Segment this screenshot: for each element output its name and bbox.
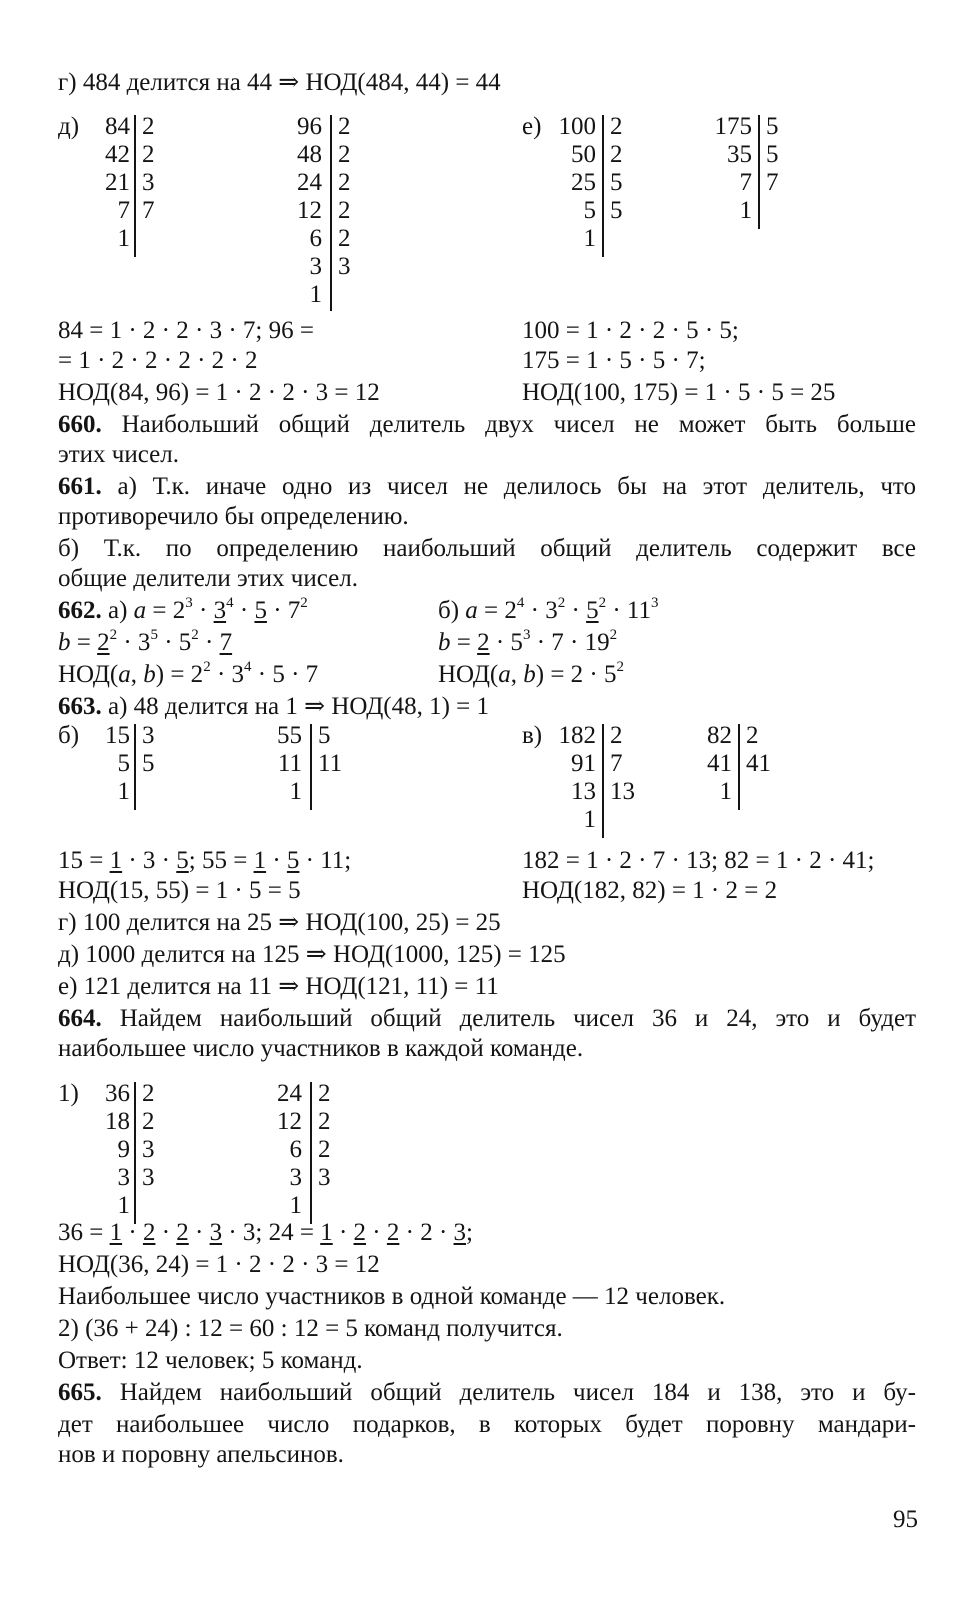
factor-value: 3 <box>117 1164 130 1191</box>
factor-value: 100 <box>558 113 596 140</box>
label-e: е) <box>522 113 542 140</box>
result-d-3: НОД(84, 96) = 1 · 2 · 2 · 3 = 12 <box>58 379 380 406</box>
factor-value: 2 <box>318 1108 331 1135</box>
factor-value: 3 <box>318 1164 331 1191</box>
result-e-1: 100 = 1 · 2 · 2 · 5 · 5; <box>522 317 739 344</box>
p664-line1: 664. Найдем наибольший общий делитель чисел 36 и 24, это и будет <box>58 1005 916 1032</box>
factor-value: 50 <box>571 141 596 168</box>
factor-value: 2 <box>142 141 155 168</box>
factor-82-left <box>680 722 732 806</box>
factor-value: 84 <box>105 113 130 140</box>
factor-bar <box>330 115 332 311</box>
factor-96 <box>270 113 380 313</box>
factor-value: 1 <box>719 778 732 805</box>
factor-value: 5 <box>610 197 623 224</box>
factor-value: 55 <box>277 722 302 749</box>
result-p-1: 36 = 1 · 2 · 2 · 3 · 3; 24 = 1 · 2 · 2 · 2 · 3; <box>58 1219 473 1246</box>
factor-bar <box>310 1082 312 1224</box>
factor-value: 2 <box>610 113 623 140</box>
p662-b-line2: $b = 2 \cdot 5^3 \cdot 7 \cdot 19^2$ <box>438 626 618 656</box>
factor-bar <box>602 724 604 838</box>
factor-84 <box>58 113 178 313</box>
result-e-3: НОД(100, 175) = 1 · 5 · 5 = 25 <box>522 379 836 406</box>
p661-line4: общие делители этих чисел. <box>58 565 358 592</box>
p662-b-line3: НОД(a, $b) = 2 \cdot 5^2$ <box>438 658 624 688</box>
factor-value: 9 <box>117 1136 130 1163</box>
factor-100 <box>522 113 642 263</box>
line-e-121: е) 121 делится на 11 ⇒ НОД(121, 11) = 11 <box>58 973 499 1000</box>
factor-96-left <box>270 113 322 309</box>
factor-value: 3 <box>142 722 155 749</box>
factor-value: 5 <box>766 113 779 140</box>
factor-value: 7 <box>739 169 752 196</box>
result-d-1: 84 = 1 · 2 · 2 · 3 · 7; 96 = <box>58 317 314 344</box>
factor-value: 15 <box>105 722 130 749</box>
factor-value: 3 <box>289 1164 302 1191</box>
p664-line2: наибольшее число участников в каждой команде. <box>58 1035 584 1062</box>
factor-value: 2 <box>338 169 351 196</box>
factor-value: 21 <box>105 169 130 196</box>
factor-value: 3 <box>309 253 322 280</box>
factor-24-right <box>318 1080 331 1192</box>
factor-100-right <box>610 113 623 225</box>
label-1: 1) <box>58 1080 79 1107</box>
result-p-2: НОД(36, 24) = 1 · 2 · 2 · 3 = 12 <box>58 1251 380 1278</box>
page-number: 95 <box>893 1506 918 1533</box>
label-b: б) <box>58 722 80 749</box>
line-d-1000: д) 1000 делится на 125 ⇒ НОД(1000, 125) = 125 <box>58 941 566 968</box>
factor-value: 1 <box>117 1192 130 1219</box>
factor-value: 6 <box>289 1136 302 1163</box>
factor-value: 3 <box>142 169 155 196</box>
factor-value: 13 <box>610 778 635 805</box>
factor-value: 7 <box>766 169 779 196</box>
p660-line1: 660. Наибольший общий делитель двух чисел не может быть больше <box>58 411 916 438</box>
factor-value: 11 <box>318 750 343 777</box>
factor-bar <box>134 115 136 257</box>
factor-bar <box>758 115 760 229</box>
factor-value: 1 <box>289 778 302 805</box>
factor-36-right <box>142 1080 155 1192</box>
line-g-484: г) 484 делится на 44 ⇒ НОД(484, 44) = 44 <box>58 69 501 96</box>
label-v: в) <box>522 722 543 749</box>
p664-answer: Ответ: 12 человек; 5 команд. <box>58 1347 363 1374</box>
p662-a-line1: 662. а) $a = 2^3 \cdot 3^4 \cdot 5 \cdot 7^2$ <box>58 594 308 624</box>
factor-15-left <box>78 722 130 806</box>
factor-value: 1 <box>739 197 752 224</box>
factor-value: 1 <box>583 225 596 252</box>
factor-175-left <box>700 113 752 225</box>
factor-value: 35 <box>727 141 752 168</box>
factor-175-right <box>766 113 779 197</box>
p660-line2: этих чисел. <box>58 441 179 468</box>
factor-value: 2 <box>338 225 351 252</box>
factor-value: 6 <box>309 225 322 252</box>
p662-b-line1: б) $a = 2^4 \cdot 3^2 \cdot 5^2 \cdot 11^3$ <box>438 594 659 624</box>
line-g-100: г) 100 делится на 25 ⇒ НОД(100, 25) = 25 <box>58 909 501 936</box>
factor-55-right <box>318 722 342 778</box>
factor-value: 13 <box>571 778 596 805</box>
factor-bar <box>310 724 312 810</box>
factor-value: 5 <box>583 197 596 224</box>
result-v-2: НОД(182, 82) = 1 · 2 = 2 <box>522 877 778 904</box>
factor-value: 12 <box>277 1108 302 1135</box>
factor-value: 2 <box>610 722 623 749</box>
factor-bar <box>134 724 136 810</box>
factor-value: 48 <box>297 141 322 168</box>
p664-s1: Наибольшее число участников в одной команде — 12 человек. <box>58 1283 726 1310</box>
factor-82 <box>680 722 790 812</box>
factor-value: 2 <box>318 1136 331 1163</box>
p665-line2: дет наибольшее число подарков, в которых будет поровну мандари- <box>58 1411 916 1438</box>
factor-value: 7 <box>610 750 623 777</box>
result-e-2: 175 = 1 · 5 · 5 · 7; <box>522 347 706 374</box>
factor-bar <box>602 115 604 257</box>
factor-175 <box>700 113 800 233</box>
factor-value: 41 <box>746 750 771 777</box>
factor-value: 36 <box>105 1080 130 1107</box>
factor-value: 2 <box>142 1108 155 1135</box>
factor-value: 1 <box>309 281 322 308</box>
p664-s2: 2) (36 + 24) : 12 = 60 : 12 = 5 команд получится. <box>58 1315 563 1342</box>
label-d: д) <box>58 113 80 140</box>
factor-value: 12 <box>297 197 322 224</box>
factor-value: 42 <box>105 141 130 168</box>
factor-value: 41 <box>707 750 732 777</box>
factor-84-right <box>142 113 155 225</box>
factor-100-left <box>542 113 596 253</box>
factor-96-right <box>338 113 351 281</box>
factor-value: 3 <box>142 1136 155 1163</box>
factor-15-right <box>142 722 155 778</box>
factor-value: 24 <box>277 1080 302 1107</box>
factor-value: 2 <box>338 197 351 224</box>
factor-24 <box>250 1080 360 1226</box>
factor-182-left <box>542 722 596 834</box>
result-b-2: НОД(15, 55) = 1 · 5 = 5 <box>58 877 301 904</box>
factor-value: 96 <box>297 113 322 140</box>
factor-value: 2 <box>142 113 155 140</box>
p661-line3: б) Т.к. по определению наибольший общий делитель содержит все <box>58 535 916 562</box>
factor-value: 2 <box>610 141 623 168</box>
factor-84-left <box>78 113 130 253</box>
p661-line2: противоречило бы определению. <box>58 503 409 530</box>
factor-55 <box>250 722 360 812</box>
factor-bar <box>738 724 740 810</box>
p665-line1: 665. Найдем наибольший общий делитель чисел 184 и 138, это и бу- <box>58 1379 916 1406</box>
p663-a: 663. а) 48 делится на 1 ⇒ НОД(48, 1) = 1 <box>58 693 490 720</box>
factor-82-right <box>746 722 771 778</box>
result-d-2: = 1 · 2 · 2 · 2 · 2 · 2 <box>58 347 258 374</box>
factor-24-left <box>250 1080 302 1220</box>
factor-value: 1 <box>117 225 130 252</box>
factor-36 <box>58 1080 168 1226</box>
factor-value: 5 <box>766 141 779 168</box>
factor-value: 7 <box>117 197 130 224</box>
factor-15 <box>58 722 168 812</box>
factor-value: 2 <box>318 1080 331 1107</box>
factor-value: 5 <box>318 722 331 749</box>
factor-value: 5 <box>117 750 130 777</box>
factor-value: 24 <box>297 169 322 196</box>
result-v-1: 182 = 1 · 2 · 7 · 13; 82 = 1 · 2 · 41; <box>522 847 875 874</box>
factor-value: 3 <box>338 253 351 280</box>
factor-value: 91 <box>571 750 596 777</box>
factor-182 <box>522 722 652 842</box>
factor-value: 25 <box>571 169 596 196</box>
p662-a-line2: $b = 2^2 \cdot 3^5 \cdot 5^2 \cdot 7$ <box>58 626 233 656</box>
factor-value: 5 <box>142 750 155 777</box>
factor-value: 175 <box>714 113 752 140</box>
factor-value: 1 <box>289 1192 302 1219</box>
factor-value: 182 <box>558 722 596 749</box>
factor-value: 18 <box>105 1108 130 1135</box>
factor-value: 2 <box>338 141 351 168</box>
result-b-1: 15 = 1 · 3 · 5; 55 = 1 · 5 · 11; <box>58 847 352 874</box>
factor-value: 7 <box>142 197 155 224</box>
p661-line1: 661. а) Т.к. иначе одно из чисел не делилось бы на этот делитель, что <box>58 473 917 500</box>
p662-a-line3: НОД(a, $b) = 2^2 \cdot 3^4 \cdot 5 \cdot 7$ <box>58 658 319 688</box>
factor-value: 2 <box>142 1080 155 1107</box>
factor-value: 3 <box>142 1164 155 1191</box>
factor-value: 2 <box>338 113 351 140</box>
factor-36-left <box>78 1080 130 1220</box>
factor-value: 2 <box>746 722 759 749</box>
factor-value: 5 <box>610 169 623 196</box>
factor-bar <box>134 1082 136 1224</box>
factor-55-left <box>250 722 302 806</box>
factor-value: 11 <box>277 750 302 777</box>
p665-line3: нов и поровну апельсинов. <box>58 1441 344 1468</box>
factor-182-right <box>610 722 635 806</box>
factor-value: 1 <box>583 806 596 833</box>
factor-value: 1 <box>117 778 130 805</box>
factor-value: 82 <box>707 722 732 749</box>
